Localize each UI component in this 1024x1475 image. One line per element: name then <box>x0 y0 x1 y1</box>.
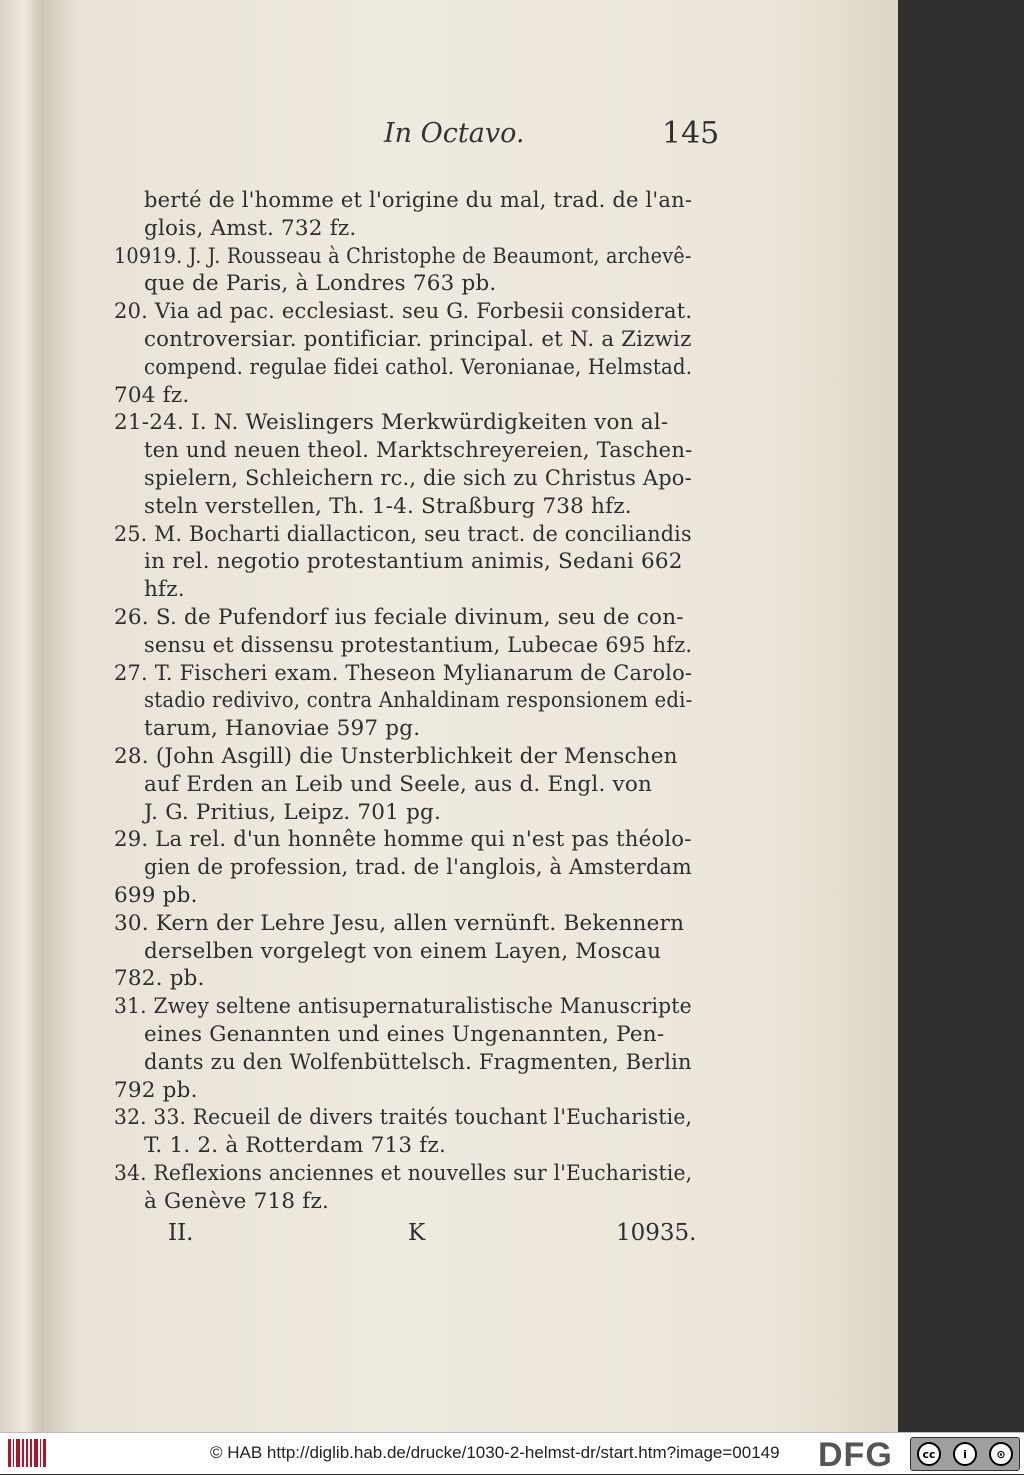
text-line: à Genève 718 fz. <box>144 1188 330 1214</box>
text-line: 29. La rel. d'un honnête homme qui n'est pas théolo- <box>114 827 692 853</box>
text-line: 27. T. Fischeri exam. Theseon Mylianarum de Carolo- <box>114 660 693 686</box>
dfg-logo[interactable]: DFG <box>818 1436 893 1474</box>
cc-icon: cc <box>917 1442 941 1466</box>
text-line: 704 fz. <box>114 382 190 408</box>
text-line: dants zu den Wolfenbüttelsch. Fragmenten, Berlin <box>144 1049 692 1075</box>
text-line: 25. M. Bocharti diallacticon, seu tract. de conciliandis <box>114 521 692 547</box>
by-icon: i <box>953 1442 977 1466</box>
text-line: 32. 33. Recueil de divers traités touchant l'Eucharistie, <box>114 1105 693 1131</box>
text-line: 31. Zwey seltene antisupernaturalistische Manuscripte <box>114 994 692 1020</box>
text-line: J. G. Pritius, Leipz. 701 pg. <box>144 799 442 825</box>
page-number: 145 <box>662 116 720 151</box>
viewer-footer-bar <box>0 1432 1024 1474</box>
text-line: 20. Via ad pac. ecclesiast. seu G. Forbesii considerat. <box>114 299 693 325</box>
text-line: auf Erden an Leib und Seele, aus d. Engl. von <box>144 771 653 797</box>
text-line: gien de profession, trad. de l'anglois, à Amsterdam <box>144 855 692 881</box>
text-line: berté de l'homme et l'origine du mal, trad. de l'an- <box>144 188 693 213</box>
footer-catchword: 10935. <box>616 1220 697 1246</box>
text-line: 10919. J. J. Rousseau à Christophe de Beaumont, archevê- <box>114 243 692 269</box>
sa-icon: ⊙ <box>989 1442 1013 1466</box>
text-line: glois, Amst. 732 fz. <box>144 215 357 241</box>
text-line: hfz. <box>144 577 185 603</box>
text-line: 699 pb. <box>114 883 198 908</box>
footer-volume: II. <box>168 1220 194 1246</box>
text-line: 782. pb. <box>114 966 205 992</box>
footer-signature: K <box>408 1220 426 1246</box>
copyright-link[interactable]: © HAB http://diglib.hab.de/drucke/1030-2-helmst-dr/start.htm?image=00149 <box>210 1443 780 1462</box>
text-line: sensu et dissensu protestantium, Lubecae 695 hfz. <box>144 632 693 658</box>
text-line: 34. Reflexions anciennes et nouvelles sur l'Eucharistie, <box>114 1161 693 1186</box>
scan-background <box>898 0 1024 1432</box>
text-line: 792 pb. <box>114 1077 198 1103</box>
text-line: que de Paris, à Londres 763 pb. <box>144 271 497 297</box>
text-line: in rel. negotio protestantium animis, Sedani 662 <box>144 549 683 575</box>
text-line: 26. S. de Pufendorf ius feciale divinum, seu de con- <box>114 605 684 630</box>
hab-logo-icon[interactable] <box>8 1439 46 1467</box>
cc-license-badge[interactable] <box>910 1437 1020 1471</box>
text-line: ten und neuen theol. Marktschreyereien, Taschen- <box>144 438 693 464</box>
text-line: derselben vorgelegt von einem Layen, Moscau <box>144 938 662 964</box>
text-line: stadio redivivo, contra Anhaldinam responsionem edi- <box>144 688 693 714</box>
text-line: T. 1. 2. à Rotterdam 713 fz. <box>144 1133 447 1159</box>
book-page <box>44 0 898 1432</box>
text-line: 30. Kern der Lehre Jesu, allen vernünft. Bekennern <box>114 910 685 936</box>
left-page-edge <box>0 0 44 1432</box>
running-header: In Octavo. <box>384 118 525 149</box>
text-line: steln verstellen, Th. 1-4. Straßburg 738 hfz. <box>144 493 632 519</box>
text-line: controversiar. pontificiar. principal. et N. a Zizwiz <box>144 327 692 352</box>
text-line: spielern, Schleichern rc., die sich zu Christus Apo- <box>144 466 692 491</box>
text-line: tarum, Hanoviae 597 pg. <box>144 716 421 742</box>
text-line: compend. regulae fidei cathol. Veronianae, Helmstad. <box>144 354 693 380</box>
text-line: 21-24. I. N. Weislingers Merkwürdigkeiten von al- <box>114 410 669 436</box>
text-line: eines Genannten und eines Ungenannten, Pen- <box>144 1022 665 1047</box>
text-line: 28. (John Asgill) die Unsterblichkeit der Menschen <box>114 744 678 769</box>
